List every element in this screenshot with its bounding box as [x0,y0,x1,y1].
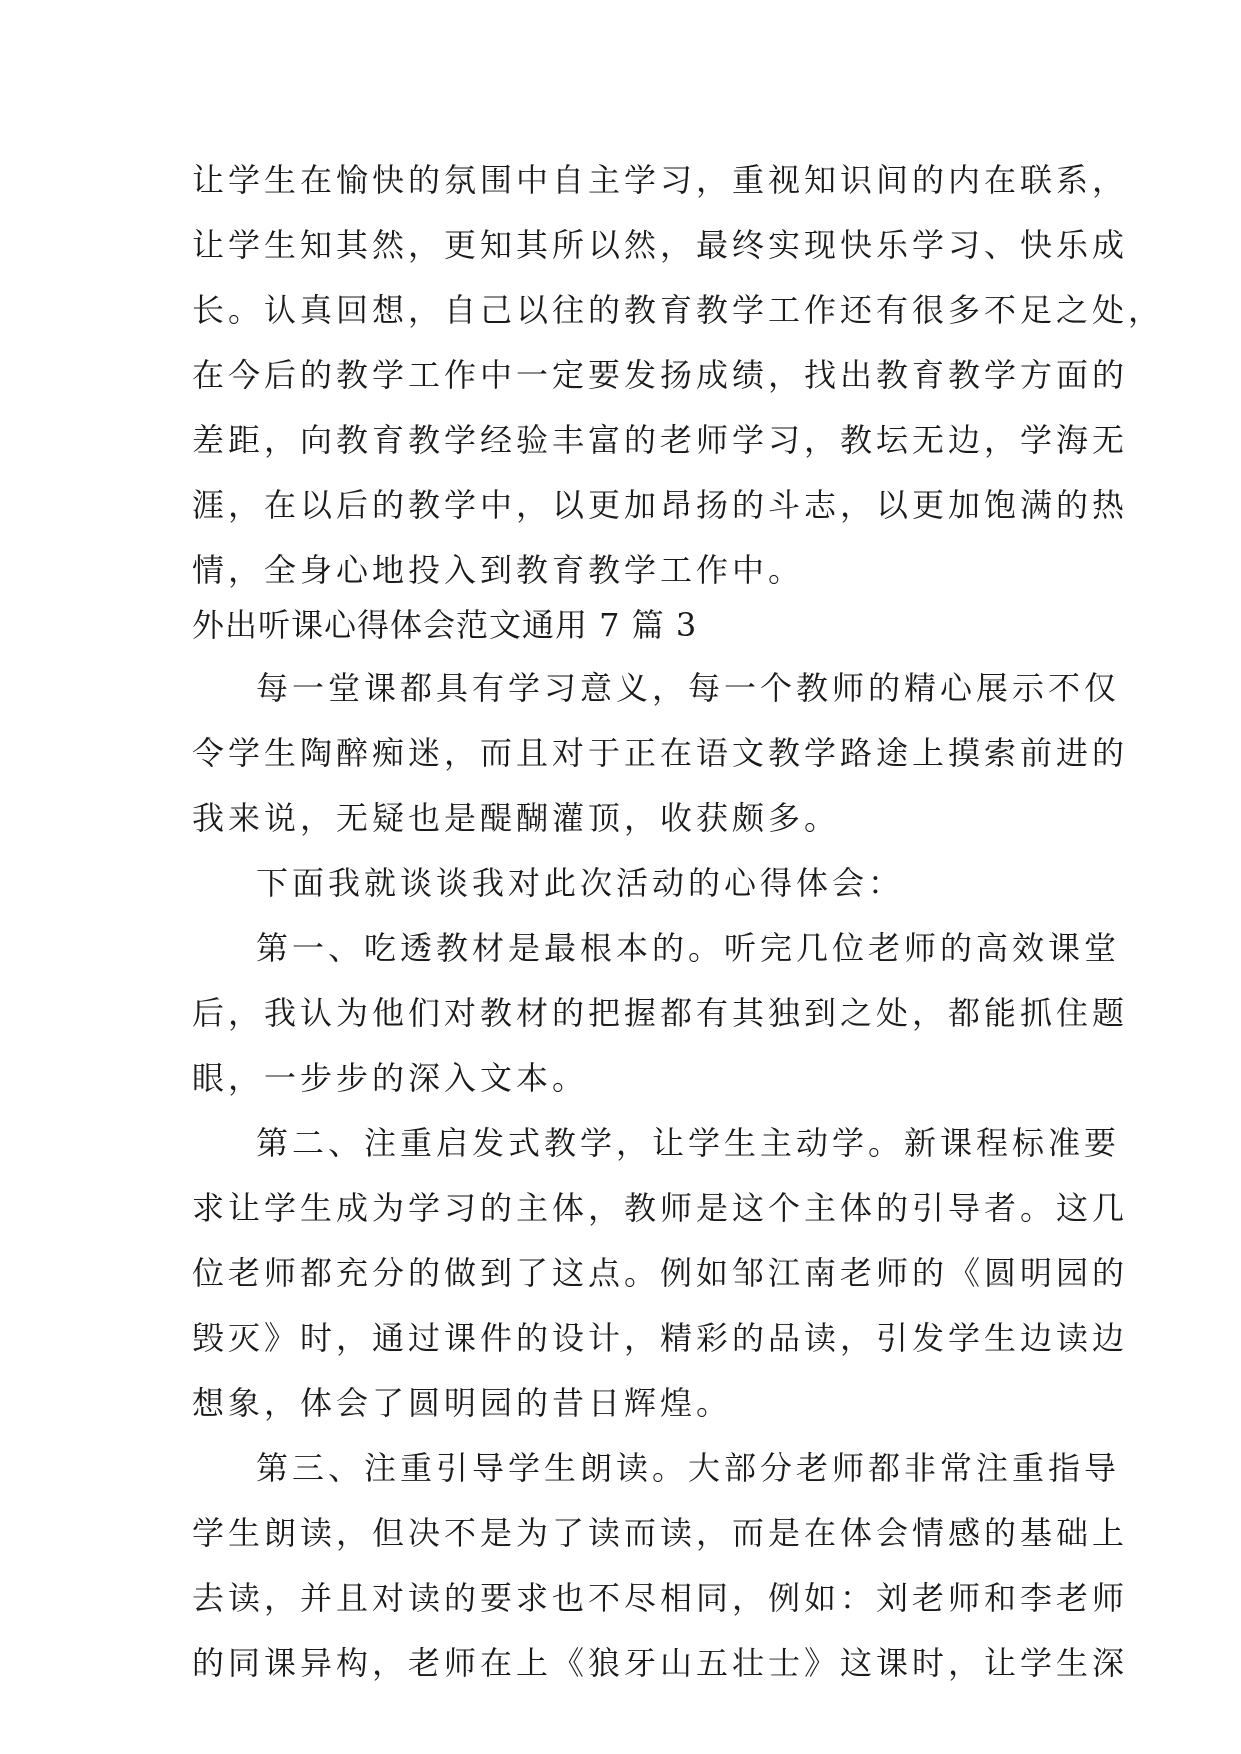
paragraph-start: 每一堂课都具有学习意义，每一个教师的精心展示不仅 [256,669,1121,707]
text-line: 差距，向教育教学经验丰富的老师学习，教坛无边，学海无 [192,421,1129,459]
text-line: 在今后的教学工作中一定要发扬成绩，找出教育教学方面的 [192,356,1129,394]
paragraph-start: 第二、注重启发式教学，让学生主动学。新课程标准要 [256,1124,1121,1162]
text-line: 的同课异构，老师在上《狼牙山五壮士》这课时，让学生深 [192,1644,1129,1682]
text-line: 我来说，无疑也是醍醐灌顶，收获颇多。 [192,799,841,837]
text-line: 位老师都充分的做到了这点。例如邹江南老师的《圆明园的 [192,1254,1129,1292]
text-line: 学生朗读，但决不是为了读而读，而是在体会情感的基础上 [192,1514,1129,1552]
text-line: 涯，在以后的教学中，以更加昂扬的斗志，以更加饱满的热 [192,486,1129,524]
section-heading: 外出听课心得体会范文通用 7 篇 3 [192,606,698,644]
text-line: 长。认真回想，自己以往的教育教学工作还有很多不足之处， [192,291,1165,329]
text-line: 眼，一步步的深入文本。 [192,1059,589,1097]
text-line: 情，全身心地投入到教育教学工作中。 [192,551,805,589]
paragraph-start: 第一、吃透教材是最根本的。听完几位老师的高效课堂 [256,929,1121,967]
text-line: 去读，并且对读的要求也不尽相同，例如：刘老师和李老师 [192,1579,1129,1617]
paragraph-start: 下面我就谈谈我对此次活动的心得体会： [256,864,905,902]
text-line: 求让学生成为学习的主体，教师是这个主体的引导者。这几 [192,1189,1129,1227]
text-line: 让学生知其然，更知其所以然，最终实现快乐学习、快乐成 [192,226,1129,264]
text-line: 让学生在愉快的氛围中自主学习，重视知识间的内在联系， [192,161,1129,199]
text-line: 令学生陶醉痴迷，而且对于正在语文教学路途上摸索前进的 [192,734,1129,772]
paragraph-start: 第三、注重引导学生朗读。大部分老师都非常注重指导 [256,1449,1121,1487]
text-line: 想象，体会了圆明园的昔日辉煌。 [192,1384,733,1422]
text-line: 后，我认为他们对教材的把握都有其独到之处，都能抓住题 [192,994,1129,1032]
text-line: 毁灭》时，通过课件的设计，精彩的品读，引发学生边读边 [192,1319,1129,1357]
